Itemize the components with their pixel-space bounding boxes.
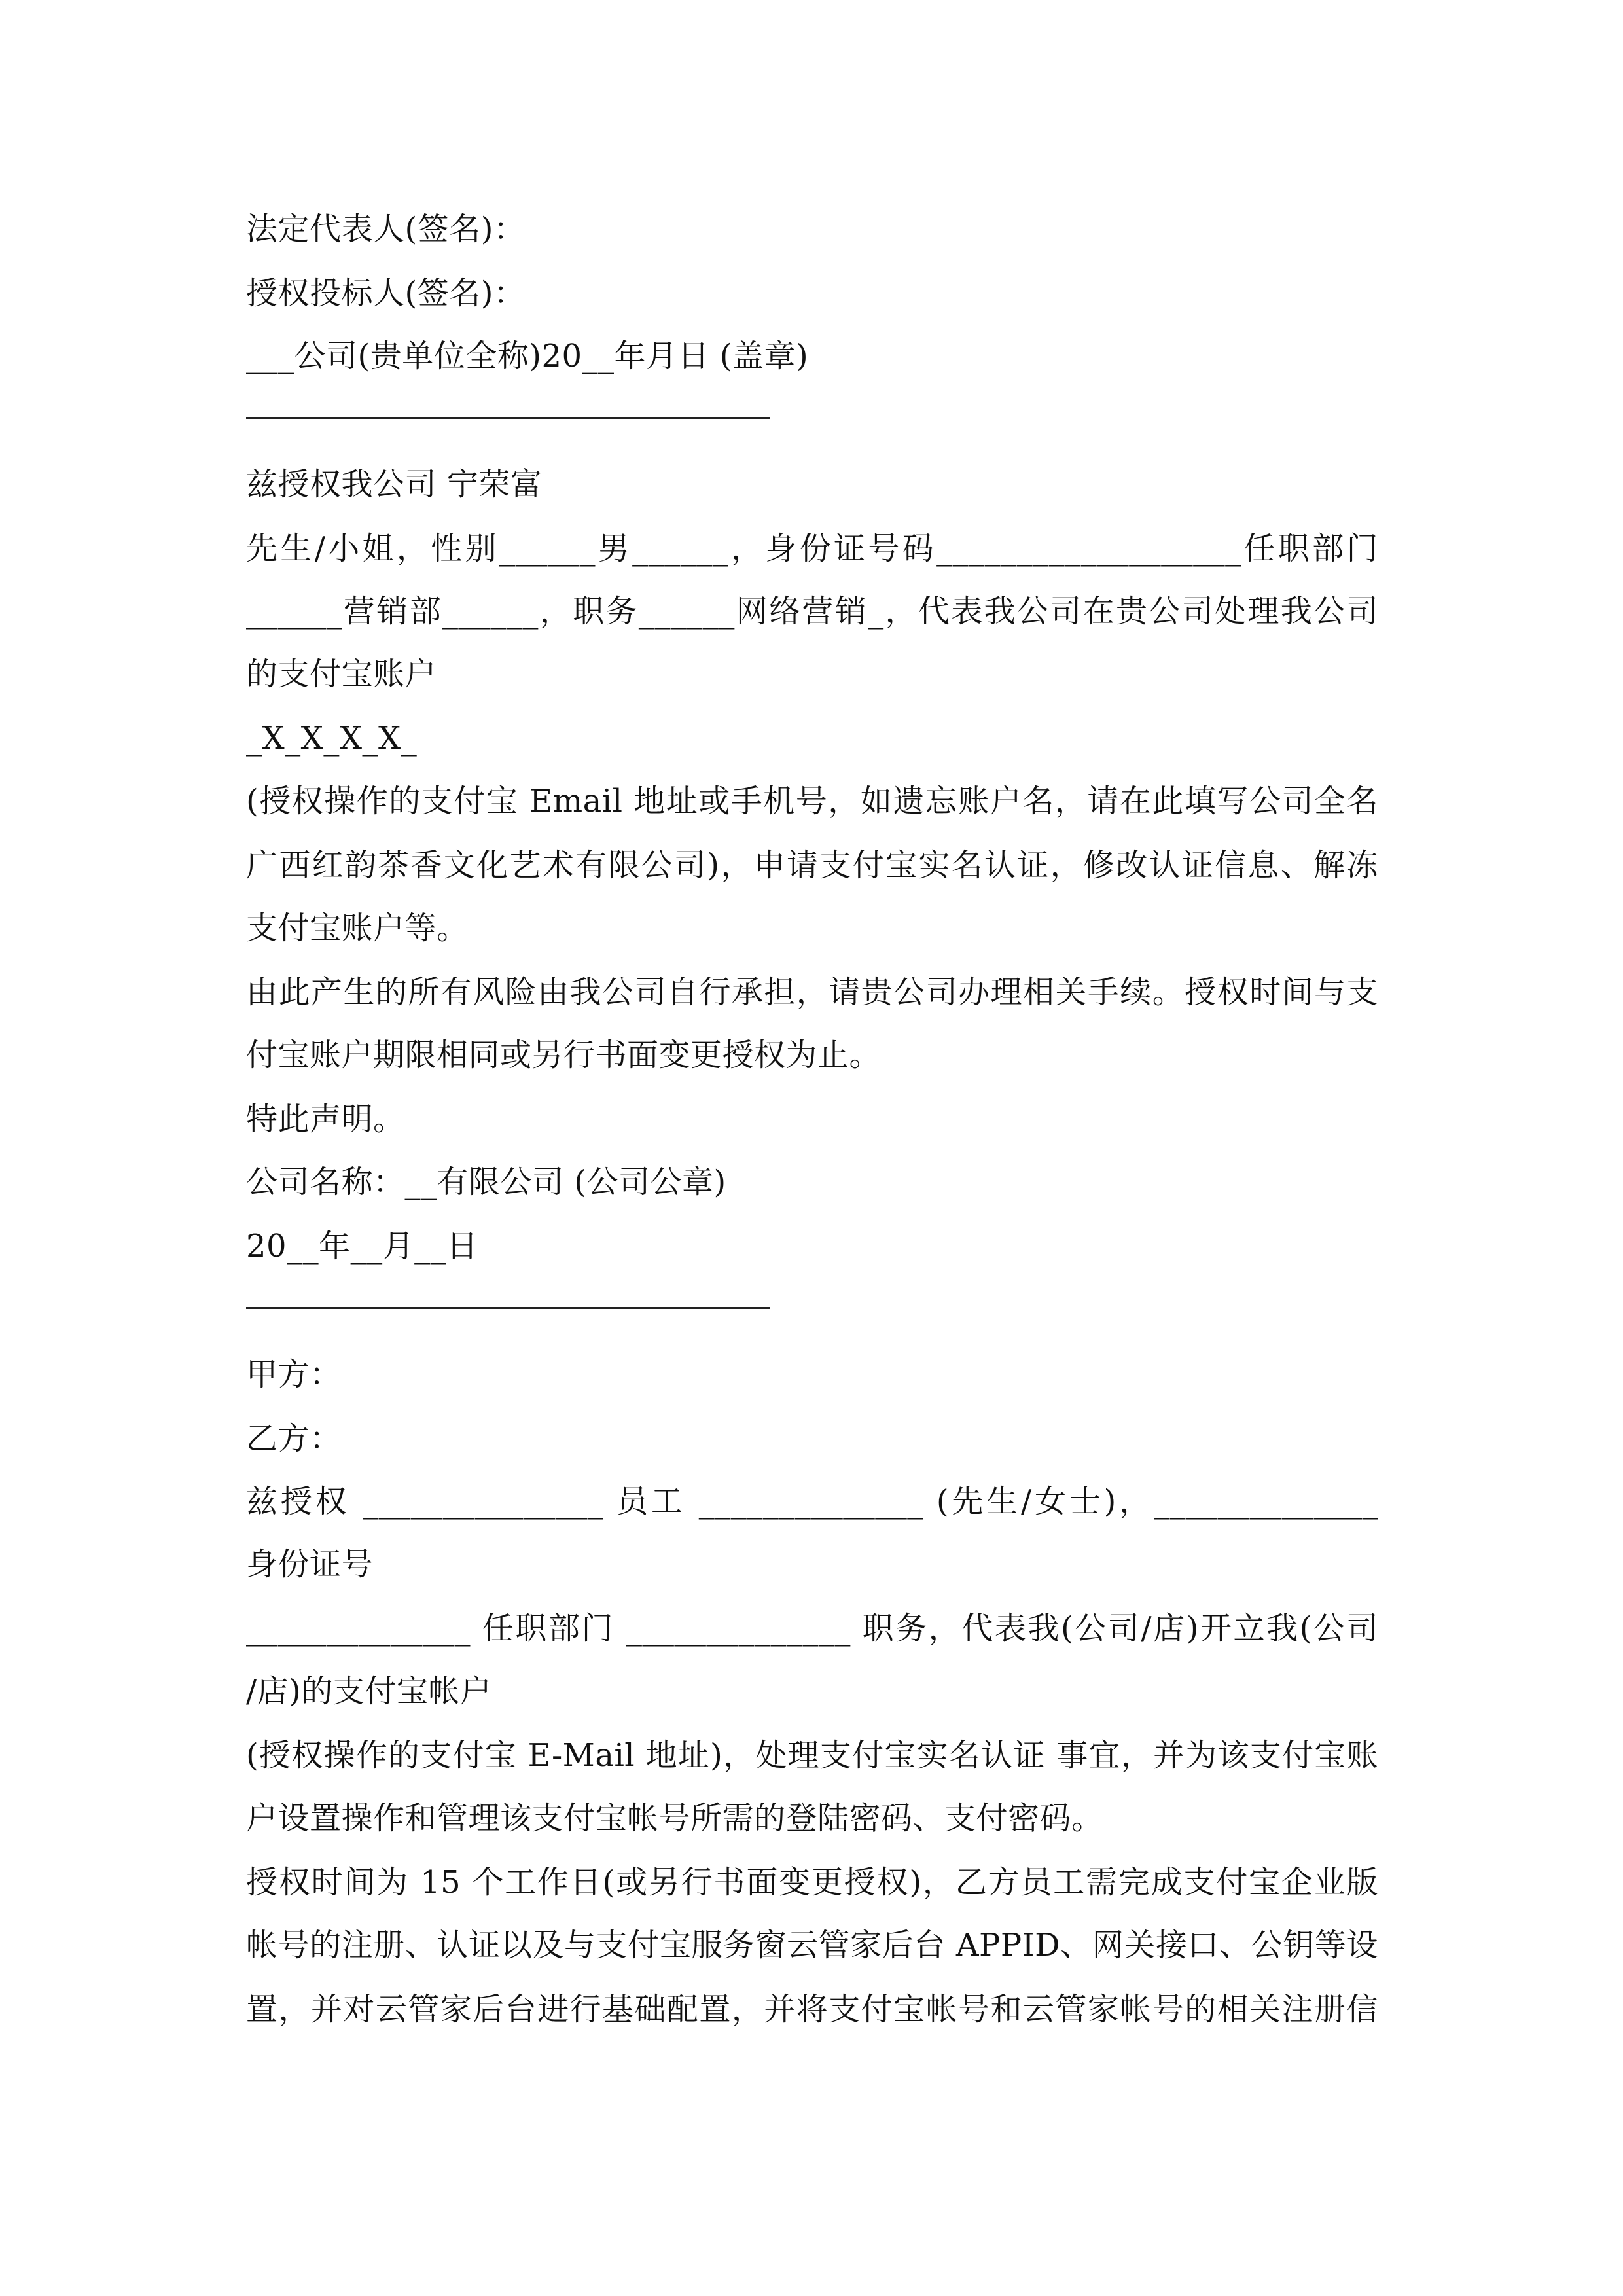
paragraph-line: 户设置操作和管理该支付宝帐号所需的登陆密码、支付密码。 <box>246 1800 1103 1837</box>
paragraph-line: 付宝账户期限相同或另行书面变更授权为止。 <box>246 1037 882 1073</box>
declaration-line: 特此声明。 <box>246 1101 405 1138</box>
party-b-line: 乙方： <box>246 1420 342 1457</box>
paragraph-line: ______________ 任职部门 ______________ 职务，代表我(公司/店)开立我(公司 <box>246 1610 1378 1647</box>
paragraph-line: /店)的支付宝帐户 <box>246 1673 492 1710</box>
legal-representative-signature-line: 法定代表人(签名)： <box>246 211 526 247</box>
paragraph-line: 先生/小姐，性别______男______，身份证号码___________________任职部门 <box>246 530 1378 567</box>
paragraph-line: 置，并对云管家后台进行基础配置，并将支付宝帐号和云管家帐号的相关注册信 <box>246 1991 1378 2028</box>
paragraph-line: (授权操作的支付宝 E-Mail 地址)，处理支付宝实名认证 事宜，并为该支付宝账 <box>246 1737 1378 1774</box>
paragraph-line: (授权操作的支付宝 Email 地址或手机号，如遗忘账户名，请在此填写公司全名 <box>246 783 1378 819</box>
paragraph-line: 帐号的注册、认证以及与支付宝服务窗云管家后台 APPID、网关接口、公钥等设 <box>246 1927 1378 1964</box>
authorization-intro: 兹授权我公司 宁荣富 <box>246 466 543 503</box>
company-name-line: 公司名称：__有限公司 (公司公章) <box>246 1164 726 1200</box>
paragraph-line: ______营销部______，职务______网络营销_，代表我公司在贵公司处理我公司 <box>246 593 1378 630</box>
company-seal-date-line: ___公司(贵单位全称)20__年月日 (盖章) <box>246 338 809 374</box>
paragraph-line: 由此产生的所有风险由我公司自行承担，请贵公司办理相关手续。授权时间与支 <box>246 974 1378 1011</box>
account-placeholder: _X_X_X_X_ <box>246 720 418 757</box>
paragraph-line: 支付宝账户等。 <box>246 910 469 946</box>
section-divider <box>246 1307 770 1309</box>
paragraph-line: 的支付宝账户 <box>246 656 437 692</box>
paragraph-line: 授权时间为 15 个工作日(或另行书面变更授权)，乙方员工需完成支付宝企业版 <box>246 1864 1378 1901</box>
date-line: 20__年__月__日 <box>246 1228 478 1265</box>
paragraph-line: 广西红韵茶香文化艺术有限公司)，申请支付宝实名认证，修改认证信息、解冻 <box>246 847 1378 884</box>
paragraph-line: 身份证号 <box>246 1546 374 1583</box>
authorized-bidder-signature-line: 授权投标人(签名)： <box>246 275 526 312</box>
party-a-line: 甲方： <box>246 1356 342 1393</box>
section-divider <box>246 417 770 419</box>
paragraph-line: 兹授权 _______________ 员工 ______________ (先生/女士)，______________ <box>246 1483 1378 1520</box>
